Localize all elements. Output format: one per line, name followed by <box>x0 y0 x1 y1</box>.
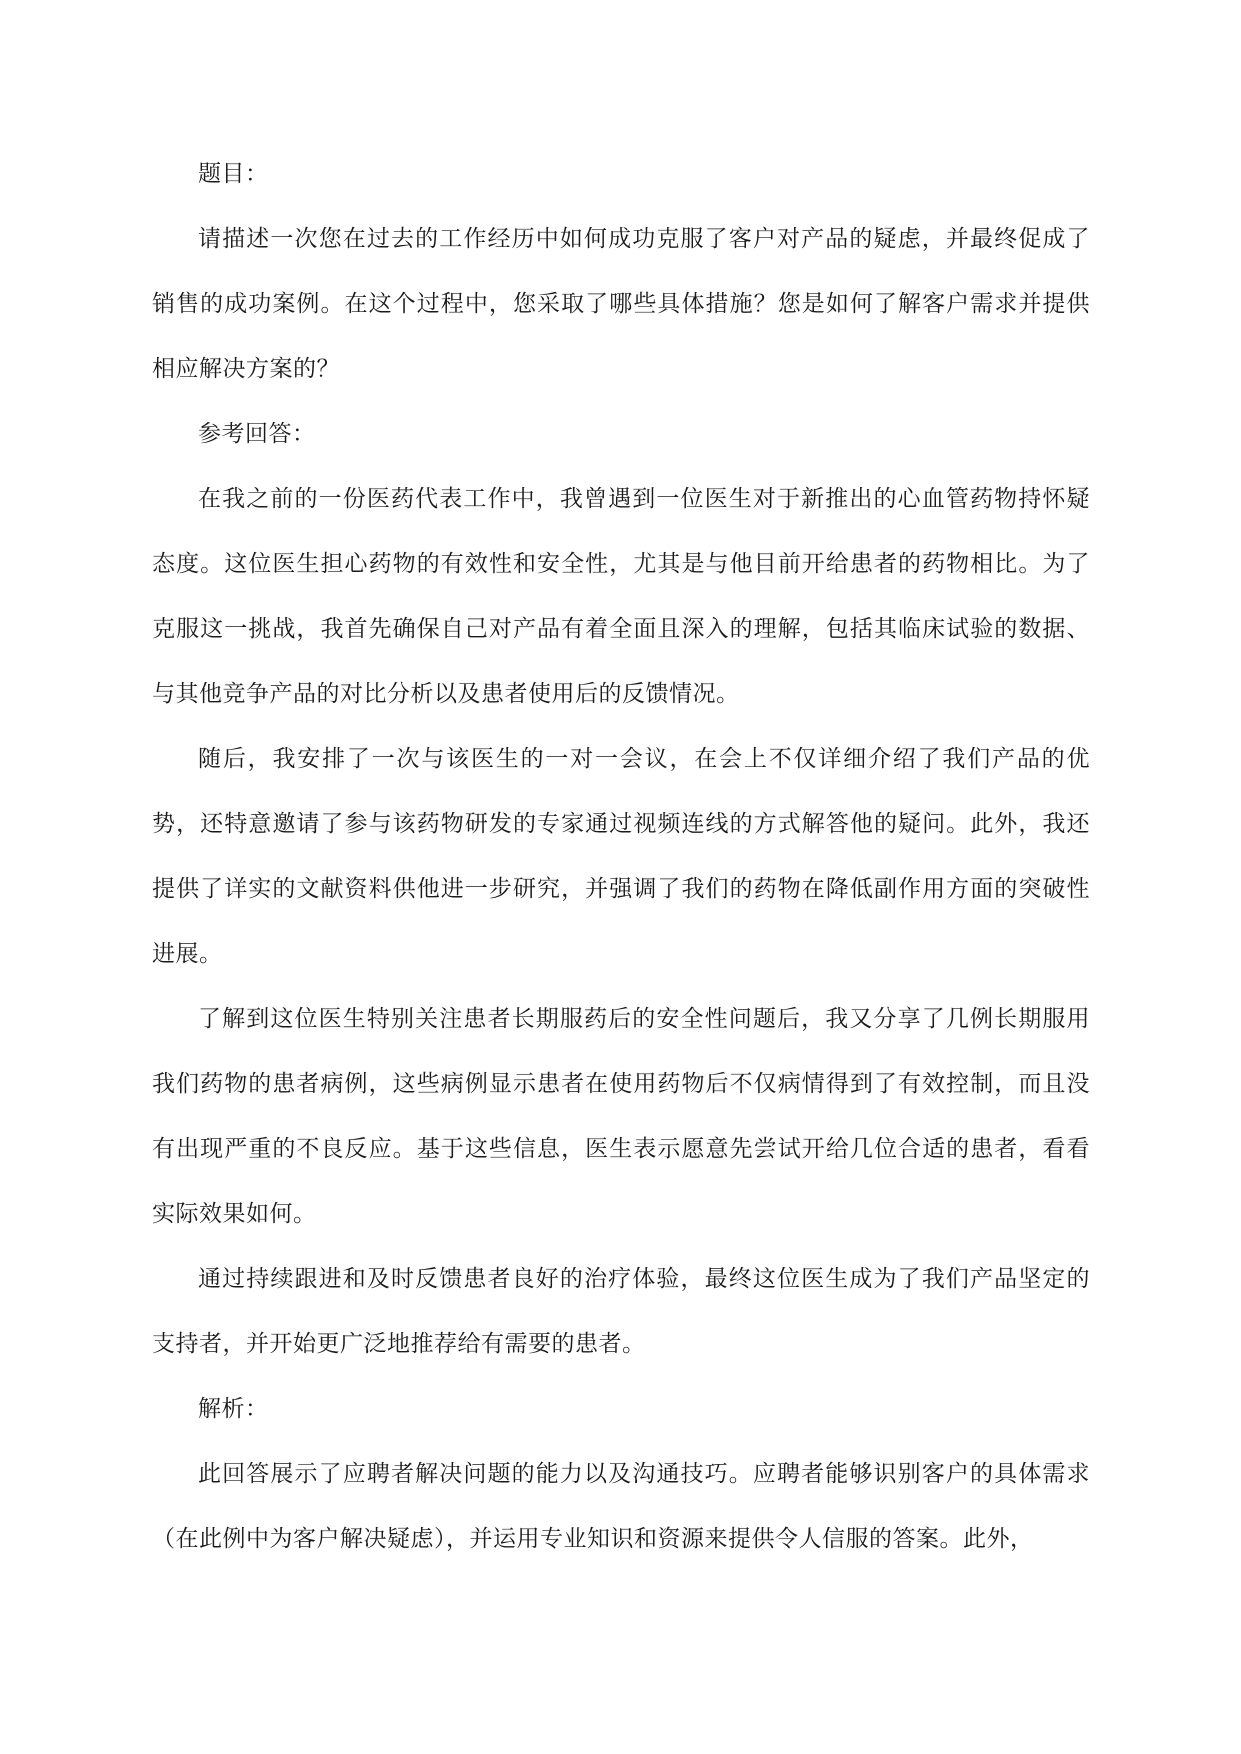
analysis-heading: 解析： <box>198 1396 269 1422</box>
answer-paragraph: 通过持续跟进和及时反馈患者良好的治疗体验，最终这位医生成为了我们产品坚定的支持者，并开始更广泛地推荐给有需要的患者。 <box>152 1266 1090 1357</box>
document-body <box>152 142 1090 1572</box>
answer-paragraph: 了解到这位医生特别关注患者长期服药后的安全性问题后，我又分享了几例长期服用我们药物的患者病例，这些病例显示患者在使用药物后不仅病情得到了有效控制，而且没有出现严重的不良反应。基于这些信息，医生表示愿意先尝试开给几位合适的患者，看看实际效果如何。 <box>152 1006 1090 1227</box>
answer-heading: 参考回答： <box>198 421 316 447</box>
question-heading: 题目： <box>198 161 269 187</box>
analysis-paragraph: 此回答展示了应聘者解决问题的能力以及沟通技巧。应聘者能够识别客户的具体需求（在此例中为客户解决疑虑），并运用专业知识和资源来提供令人信服的答案。此外， <box>152 1461 1090 1552</box>
question-text: 请描述一次您在过去的工作经历中如何成功克服了客户对产品的疑虑，并最终促成了销售的成功案例。在这个过程中，您采取了哪些具体措施？您是如何了解客户需求并提供相应解决方案的？ <box>152 226 1090 382</box>
answer-paragraph: 随后，我安排了一次与该医生的一对一会议，在会上不仅详细介绍了我们产品的优势，还特意邀请了参与该药物研发的专家通过视频连线的方式解答他的疑问。此外，我还提供了详实的文献资料供他进一步研究，并强调了我们的药物在降低副作用方面的突破性进展。 <box>152 746 1090 967</box>
answer-paragraph: 在我之前的一份医药代表工作中，我曾遇到一位医生对于新推出的心血管药物持怀疑态度。这位医生担心药物的有效性和安全性，尤其是与他目前开给患者的药物相比。为了克服这一挑战，我首先确保自己对产品有着全面且深入的理解，包括其临床试验的数据、与其他竞争产品的对比分析以及患者使用后的反馈情况。 <box>152 486 1090 707</box>
